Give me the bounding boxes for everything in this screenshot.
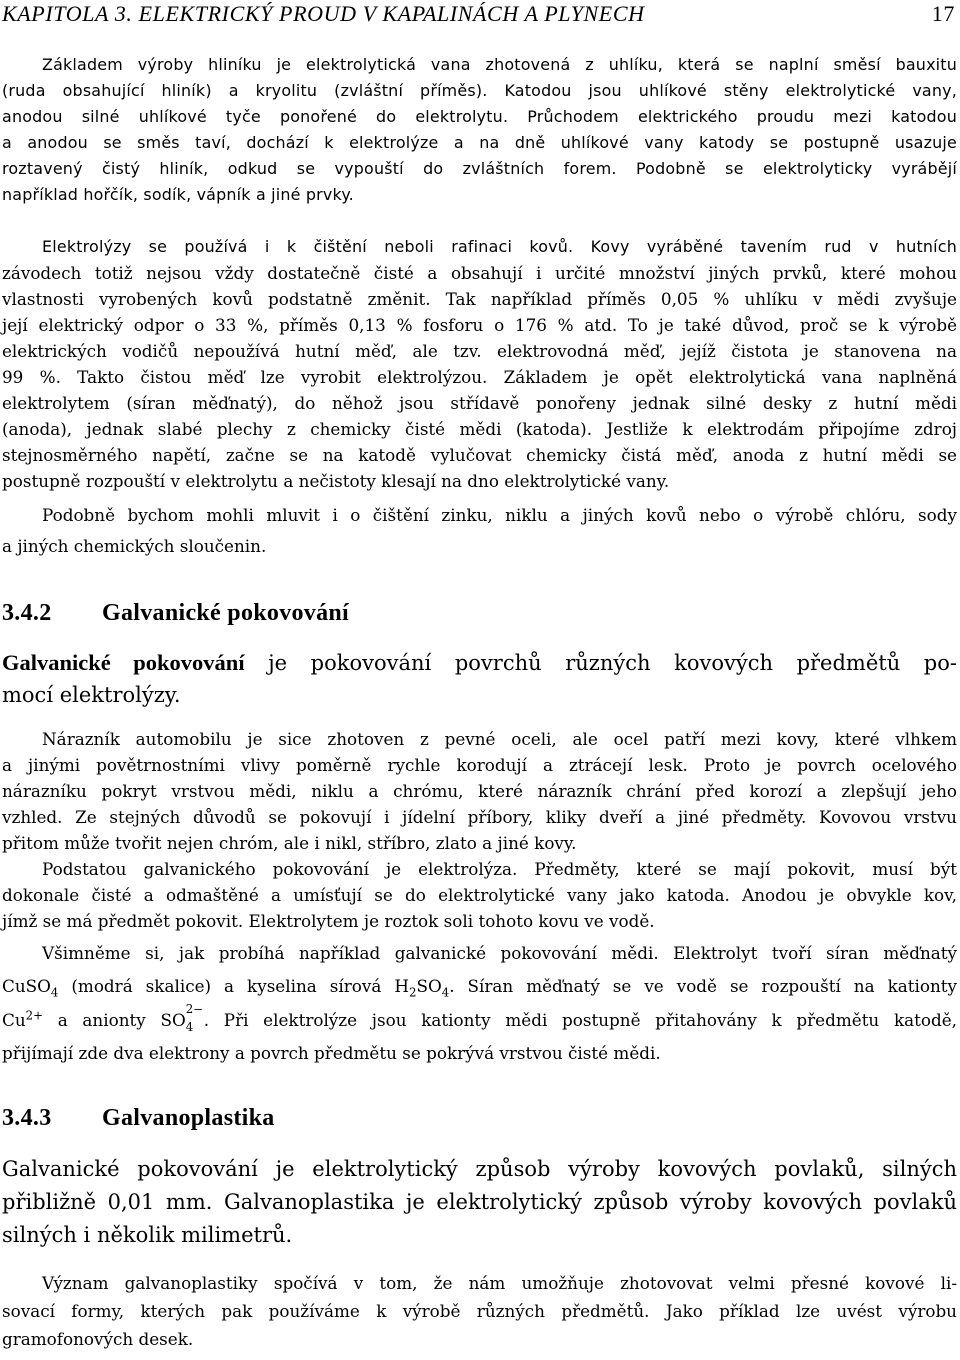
subscript: 4 <box>441 985 450 1000</box>
text-line: Podobně bychom mohli mluvit i o čištění zinku, niklu a jiných kovů nebo o výrobě chlóru, sody <box>42 505 957 525</box>
text-line: Podstatou galvanického pokovování je elektrolýza. Předměty, které se mají pokovit, musí být <box>42 859 957 879</box>
section-title: Galvanické pokovování <box>102 600 350 626</box>
text-line: elektrických vodičů nepoužívá hutní měď, ale tzv. elektrovodná měď, jejíž čistota je stanovena na <box>2 341 957 361</box>
subscript: 2 <box>408 985 417 1000</box>
text-line: stejnosměrného napětí, začne se na katodě vylučovat chemicky čistá měď, anoda z hutní mědi se <box>2 445 957 465</box>
formula-cuso4: CuSO <box>2 976 51 996</box>
definition-line: přibližně 0,01 mm. Galvanoplastika je elektrolytický způsob výroby kovových povlaků <box>2 1190 957 1214</box>
text-segment: (modrá skalice) a kyselina sírová H <box>58 976 409 996</box>
text-line: nárazníku pokryt vrstvou mědi, niklu a chrómu, které nárazník chrání před korozí a zlepšují jeho <box>2 781 957 801</box>
text-line: a anodou se směs taví, dochází k elektrolýze a na dně uhlíkové vany katody se postupně usazuje <box>2 133 957 152</box>
text-segment: . Při elektrolýze jsou kationty mědi postupně přitahovány k předmětu katodě, <box>203 1010 957 1030</box>
text-line: dokonale čisté a odmaštěné a umísťují se do elektrolytické vany jako katoda. Anodou je obvykle kov, <box>2 885 957 905</box>
formula-so4: SO <box>416 976 442 996</box>
text-line: Elektrolýzy se používá i k čištění neboli rafinaci kovů. Kovy vyráběné tavením rud v hutních <box>42 237 957 256</box>
chapter-title: KAPITOLA 3. ELEKTRICKÝ PROUD V KAPALINÁCH A PLYNECH <box>2 1 645 26</box>
text-line: přitom může tvořit nejen chróm, ale i nikl, stříbro, zlato a jiné kovy. <box>2 833 577 853</box>
superscript: 2+ <box>25 1008 43 1023</box>
definition-line: Galvanické pokovování je elektrolytický způsob výroby kovových povlaků, silných <box>2 1157 957 1181</box>
formula-so4-anion: a anionty SO <box>42 1010 186 1030</box>
text-line: závodech totiž nejsou vždy dostatečně čisté a obsahují i určité množství jiných prvků, které mohou <box>2 263 957 283</box>
running-header <box>0 0 955 30</box>
text-line: vlastnosti vyrobených kovů podstatně změnit. Tak například příměs 0,05 % uhlíku v mědi zvyšuje <box>2 289 957 309</box>
text-line: přijímají zde dva elektrony a povrch předmětu se pokrývá vrstvou čisté mědi. <box>2 1043 661 1063</box>
text-line: gramofonových desek. <box>2 1329 194 1349</box>
text-segment: . Síran měďnatý se ve vodě se rozpouští na kationty <box>449 976 957 996</box>
text-line: vzhled. Ze stejných důvodů se pokovují i jídelní příbory, kliky dveří a jiné předměty. Kovovou vrstvu <box>2 807 957 827</box>
text-line: postupně rozpouští v elektrolytu a nečistoty klesají na dno elektrolytické vany. <box>2 471 670 491</box>
text-line: Význam galvanoplastiky spočívá v tom, že nám umožňuje zhotovovat velmi přesné kovové li- <box>42 1273 957 1293</box>
text-line-formula <box>2 1002 957 1039</box>
definition-text: je pokovování povrchů různých kovových předmětů po- <box>244 651 957 675</box>
section-heading-342 <box>2 600 349 627</box>
text-line: elektrolytem (síran měďnatý), do něhož jsou střídavě ponořeny jednak silné desky z hutní mědi <box>2 393 957 413</box>
subscript: 4 <box>50 985 59 1000</box>
text-line-formula <box>2 976 957 1005</box>
formula-cu: Cu <box>2 1010 26 1030</box>
ion-charge: 2− 4 <box>185 1002 204 1034</box>
text-line: Všimněme si, jak probíhá například galvanické pokovování mědi. Elektrolyt tvoří síran měďnatý <box>42 943 957 963</box>
definition-term: Galvanické pokovování <box>2 650 245 675</box>
text-line: roztavený čistý hliník, odkud se vypouští do zvláštních forem. Podobně se elektrolyticky vyrábějí <box>2 159 957 178</box>
text-line: její elektrický odpor o 33 %, příměs 0,13 % fosforu o 176 % atd. To je také důvod, proč se k výrobě <box>2 315 957 335</box>
text-line: (anoda), jednak slabé plechy z chemicky čisté mědi (katoda). Jestliže k elektrodám připojíme zdroj <box>2 419 957 439</box>
section-title: Galvanoplastika <box>102 1105 275 1131</box>
text-line: 99 %. Takto čistou měď lze vyrobit elektrolýzou. Základem je opět elektrolytická vana naplněná <box>2 367 957 387</box>
text-line: sovací formy, kterých pak používáme k výrobě různých předmětů. Jako příklad lze uvést výrobu <box>2 1301 957 1321</box>
section-number: 3.4.2 <box>2 600 52 626</box>
text-line: anodou silné uhlíkové tyče ponořené do elektrolytu. Průchodem elektrického proudu mezi katodou <box>2 107 957 126</box>
text-line: Základem výroby hliníku je elektrolytická vana zhotovená z uhlíku, která se naplní směsí bauxitu <box>42 55 957 74</box>
definition-line: mocí elektrolýzy. <box>2 683 181 707</box>
text-line: například hořčík, sodík, vápník a jiné prvky. <box>2 185 354 204</box>
text-line: jímž se má předmět pokovit. Elektrolytem je roztok soli tohoto kovu ve vodě. <box>2 911 655 931</box>
definition-line <box>2 650 957 683</box>
section-heading-343 <box>2 1105 275 1132</box>
definition-line: silných i několik milimetrů. <box>2 1223 293 1247</box>
text-line: Nárazník automobilu je sice zhotoven z pevné oceli, ale ocel patří mezi kovy, které vlhkem <box>42 729 957 749</box>
text-line: (ruda obsahující hliník) a kryolitu (zvláštní příměs). Katodou jsou uhlíkové stěny elektrolytické vany, <box>2 81 957 100</box>
text-line: a jinými povětrnostními vlivy poměrně rychle korodují a ztrácejí lesk. Proto je povrch ocelového <box>2 755 957 775</box>
page-number: 17 <box>931 1 955 26</box>
text-line: a jiných chemických sloučenin. <box>2 536 267 556</box>
section-number: 3.4.3 <box>2 1105 52 1131</box>
